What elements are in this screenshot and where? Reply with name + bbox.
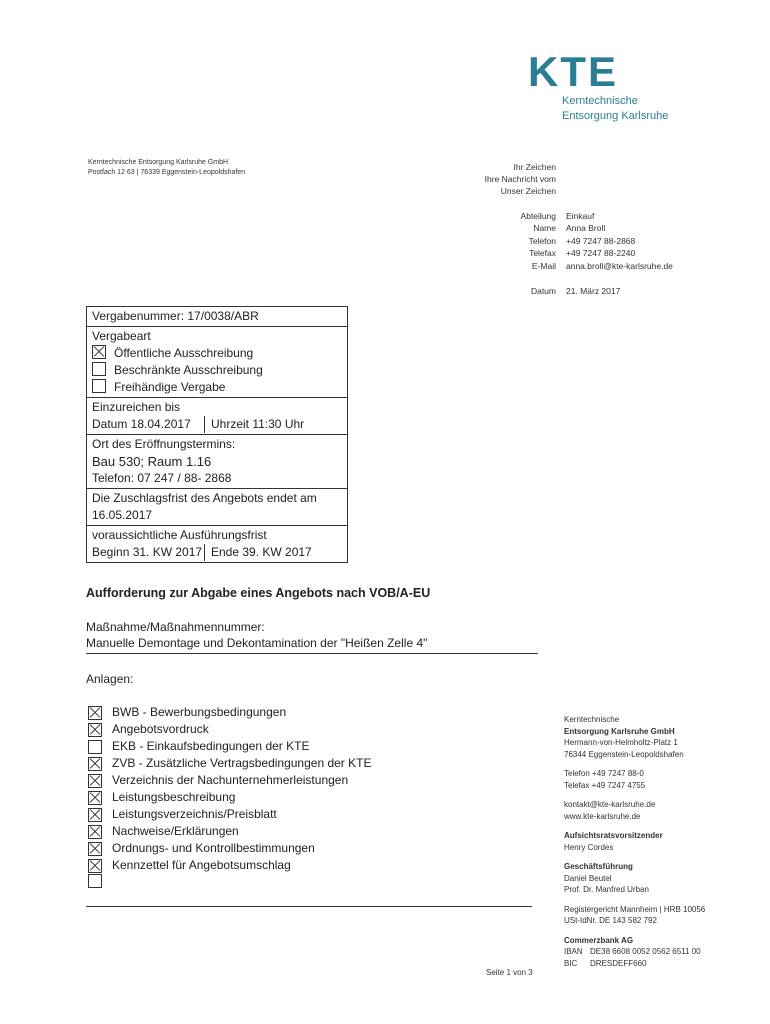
company-website: www.kte-karlsruhe.de bbox=[564, 811, 641, 821]
deadline-section bbox=[87, 398, 347, 435]
award-section bbox=[87, 489, 347, 526]
option-beschraenkt bbox=[92, 362, 342, 379]
deadline-date: Datum 18.04.2017 bbox=[92, 416, 205, 433]
list-item bbox=[88, 823, 371, 840]
item-label: EKB - Einkaufsbedingungen der KTE bbox=[112, 739, 310, 753]
checkbox-checked bbox=[92, 345, 106, 359]
company-city: 76344 Eggenstein-Leopoldshafen bbox=[564, 749, 684, 759]
ref-label: Ihre Nachricht vom bbox=[484, 174, 556, 184]
list-item bbox=[88, 874, 371, 888]
contact-row bbox=[470, 260, 673, 272]
bic-label: BIC bbox=[564, 958, 578, 968]
contact-value: +49 7247 88-2240 bbox=[566, 248, 636, 259]
company-phone: Telefon +49 7247 88-0 bbox=[564, 769, 644, 778]
opening-location: Bau 530; Raum 1.16 bbox=[92, 454, 212, 469]
sender-line: Kerntechnische Entsorgung Karlsruhe GmbH bbox=[88, 159, 229, 166]
reference-fields bbox=[440, 161, 556, 197]
item-label: Leistungsverzeichnis/Preisblatt bbox=[112, 807, 277, 821]
kte-logo: KTE bbox=[528, 48, 618, 95]
checkbox-checked bbox=[88, 723, 102, 737]
award-label: Die Zuschlagsfrist des Angebots endet am bbox=[92, 491, 317, 505]
list-item bbox=[88, 789, 371, 806]
contact-key: E-Mail bbox=[531, 260, 556, 271]
item-label: Verzeichnis der Nachunternehmerleistungen bbox=[112, 773, 349, 787]
list-item bbox=[88, 738, 371, 755]
vergabenummer: Vergabenummer: 17/0038/ABR bbox=[87, 307, 347, 327]
document-heading: Aufforderung zur Abgabe eines Angebots nach VOB/A-EU bbox=[86, 586, 431, 600]
list-item bbox=[88, 806, 371, 823]
logo-line: Kerntechnische bbox=[562, 95, 638, 107]
execution-section bbox=[87, 526, 347, 562]
register-court: Registergericht Mannheim | HRB 10056 bbox=[564, 904, 706, 914]
execution-start: Beginn 31. KW 2017 bbox=[92, 544, 205, 561]
option-label: Freihändige Vergabe bbox=[114, 380, 226, 394]
contact-block bbox=[470, 210, 673, 272]
company-footer bbox=[564, 714, 705, 969]
ref-label: Ihr Zeichen bbox=[513, 162, 556, 172]
date-label: Datum bbox=[530, 286, 556, 296]
contact-row bbox=[470, 222, 673, 234]
item-label: Nachweise/Erklärungen bbox=[112, 824, 239, 838]
contact-key: Name bbox=[533, 223, 556, 234]
company-street: Hermann-von-Helmholtz-Platz 1 bbox=[564, 738, 678, 747]
option-label: Öffentliche Ausschreibung bbox=[114, 346, 254, 360]
vat-id: USt-IdNr. DE 143 582 792 bbox=[564, 916, 657, 925]
contact-key: Telefon bbox=[528, 235, 556, 246]
award-date: 16.05.2017 bbox=[92, 508, 153, 522]
bic-value: DRESDEFF660 bbox=[590, 958, 647, 968]
item-label: ZVB - Zusätzliche Vertragsbedingungen der KTE bbox=[112, 756, 372, 770]
logo-line: Entsorgung Karlsruhe bbox=[562, 110, 669, 122]
company-fax: Telefax +49 7247 4755 bbox=[564, 780, 646, 790]
option-oeffentlich bbox=[92, 345, 342, 362]
option-freihaendig bbox=[92, 379, 342, 396]
contact-key: Telefax bbox=[529, 248, 556, 259]
contact-row bbox=[470, 235, 673, 247]
contact-value: Einkauf bbox=[566, 211, 595, 221]
checkbox-empty bbox=[92, 379, 106, 393]
checkbox-checked bbox=[88, 774, 102, 788]
deadline-row bbox=[92, 416, 342, 433]
checkbox-checked bbox=[88, 808, 102, 822]
checkbox-checked bbox=[88, 842, 102, 856]
management-name: Prof. Dr. Manfred Urban bbox=[564, 885, 649, 894]
opening-label: Ort des Eröffnungstermins: bbox=[92, 437, 236, 451]
list-item bbox=[88, 721, 371, 738]
execution-row bbox=[92, 544, 342, 561]
list-item bbox=[88, 755, 371, 772]
checkbox-checked bbox=[88, 791, 102, 805]
measure-label: Maßnahme/Maßnahmennummer: bbox=[86, 620, 265, 634]
list-item bbox=[88, 772, 371, 789]
item-label: BWB - Bewerbungsbedingungen bbox=[112, 705, 287, 719]
letter-date bbox=[470, 286, 620, 296]
checkbox-checked bbox=[88, 825, 102, 839]
opening-phone: Telefon: 07 247 / 88- 2868 bbox=[92, 471, 232, 485]
page-number: Seite 1 von 3 bbox=[486, 968, 533, 977]
list-item bbox=[88, 704, 371, 721]
iban-row bbox=[564, 946, 705, 958]
contact-email: anna.broll@kte-karlsruhe.de bbox=[566, 260, 673, 271]
company-name-bold: Entsorgung Karlsruhe GmbH bbox=[564, 726, 675, 736]
attachments-list bbox=[88, 704, 371, 888]
sender-line: Postfach 12 63 | 76339 Eggenstein-Leopoldshafen bbox=[88, 169, 246, 176]
ref-label: Unser Zeichen bbox=[500, 186, 556, 196]
checkbox-empty bbox=[88, 740, 102, 754]
item-label: Angebotsvordruck bbox=[112, 722, 209, 736]
deadline-label: Einzureichen bis bbox=[92, 400, 181, 414]
contact-value: +49 7247 88-2868 bbox=[566, 235, 636, 246]
contact-row bbox=[470, 247, 673, 259]
execution-end: Ende 39. KW 2017 bbox=[211, 545, 312, 559]
checkbox-checked bbox=[88, 757, 102, 771]
contact-row bbox=[470, 210, 673, 222]
contact-key: Abteilung bbox=[520, 211, 556, 221]
contact-value: Anna Broll bbox=[566, 223, 606, 234]
date-value: 21. März 2017 bbox=[566, 286, 621, 296]
execution-label: voraussichtliche Ausführungsfrist bbox=[92, 528, 267, 542]
measure-title: Manuelle Demontage und Dekontamination der "Heißen Zelle 4" bbox=[86, 636, 538, 654]
item-label: Leistungsbeschreibung bbox=[112, 790, 236, 804]
board-label: Aufsichtsratsvorsitzender bbox=[564, 831, 663, 840]
board-name: Henry Cordes bbox=[564, 842, 614, 852]
list-item bbox=[88, 857, 371, 874]
attachments-label: Anlagen: bbox=[86, 672, 134, 686]
logo-subtitle bbox=[562, 94, 668, 124]
checkbox-empty bbox=[92, 362, 106, 376]
checkbox-empty bbox=[88, 874, 102, 888]
bic-row bbox=[564, 958, 705, 970]
divider bbox=[86, 906, 532, 907]
management-label: Geschäftsführung bbox=[564, 862, 633, 871]
vergabeart-section bbox=[87, 327, 347, 398]
company-name: Kerntechnische bbox=[564, 715, 620, 724]
iban-label: IBAN bbox=[564, 947, 583, 956]
deadline-time: Uhrzeit 11:30 Uhr bbox=[211, 417, 305, 431]
item-label: Ordnungs- und Kontrollbestimmungen bbox=[112, 841, 315, 855]
management-name: Daniel Beutel bbox=[564, 873, 612, 883]
list-item bbox=[88, 840, 371, 857]
bank-name: Commerzbank AG bbox=[564, 935, 634, 945]
item-label: Kennzettel für Angebotsumschlag bbox=[112, 858, 291, 872]
tender-info-box bbox=[86, 306, 348, 563]
opening-section bbox=[87, 435, 347, 489]
company-email: kontakt@kte-karlsruhe.de bbox=[564, 800, 656, 809]
checkbox-checked bbox=[88, 706, 102, 720]
vergabeart-label: Vergabeart bbox=[92, 329, 151, 343]
option-label: Beschränkte Ausschreibung bbox=[114, 363, 263, 377]
iban-value: DE38 6608 0052 0562 6511 00 bbox=[590, 947, 701, 956]
sender-address bbox=[88, 158, 245, 178]
checkbox-checked bbox=[88, 859, 102, 873]
